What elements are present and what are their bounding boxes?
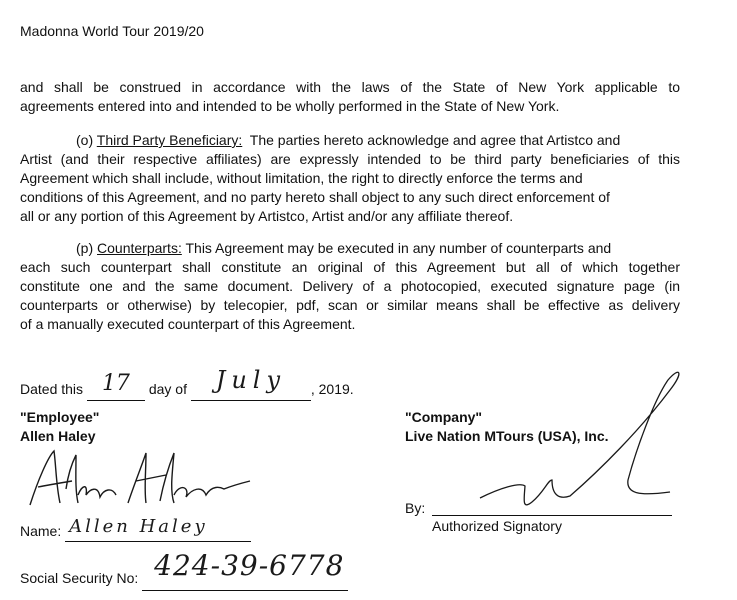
section-label: (o): [76, 132, 94, 148]
paragraph-text: This Agreement may be executed in any number of counterparts and: [185, 240, 612, 256]
day-field: [87, 371, 145, 401]
dated-line: [20, 366, 354, 401]
name-label: Name:: [20, 523, 62, 539]
paragraph-line: constitute one and the same document. Delivery of a photocopied, executed signature page (in: [20, 278, 680, 294]
paragraph-line: agreements entered into and intended to be wholly performed in the State of New York.: [20, 98, 560, 114]
third-party-beneficiary-paragraph: [20, 131, 680, 226]
counterparts-paragraph: [20, 239, 680, 334]
dated-middle: day of: [148, 381, 187, 397]
section-label: (p): [76, 240, 94, 256]
by-label: By:: [405, 500, 426, 516]
paragraph-line: of a manually executed counterpart of this Agreement.: [20, 316, 356, 332]
document-header: Madonna World Tour 2019/20: [20, 23, 204, 39]
paragraph-line: all or any portion of this Agreement by Artistco, Artist and/or any affiliate thereof.: [20, 208, 514, 224]
name-handwritten: Allen Haley: [69, 516, 208, 537]
paragraph-line: and shall be construed in accordance with the laws of the State of New York applicable to: [20, 79, 680, 95]
paragraph-line: Agreement which shall include, without limitation, the right to directly enforce the terms and: [20, 170, 583, 186]
authorized-signatory-label: Authorized Signatory: [432, 518, 562, 534]
section-heading: Counterparts:: [97, 240, 182, 256]
ssn-label: Social Security No:: [20, 570, 139, 586]
section-heading: Third Party Beneficiary:: [96, 132, 243, 148]
paragraph-first-line: [20, 131, 680, 150]
company-name: Live Nation MTours (USA), Inc.: [405, 428, 609, 444]
ssn-handwritten: 424-39-6778: [154, 549, 345, 582]
ssn-line: [20, 549, 348, 591]
day-handwritten: 17: [101, 371, 130, 396]
month-field: [191, 366, 311, 401]
employee-name: Allen Haley: [20, 428, 96, 444]
month-handwritten: July: [215, 366, 287, 394]
paragraph-first-line: [20, 239, 680, 258]
dated-prefix: Dated this: [20, 381, 84, 397]
paragraph-line: counterparts or otherwise) by telecopier, pdf, scan or similar means shall be effective as delivery: [20, 297, 680, 313]
employee-role: "Employee": [20, 409, 100, 425]
employee-signature: [20, 445, 260, 520]
signature-line: [432, 515, 672, 516]
company-role: "Company": [405, 409, 483, 425]
name-field: [65, 516, 251, 542]
paragraph-line: each such counterpart shall constitute an original of this Agreement but all of which together: [20, 259, 680, 275]
governing-law-paragraph: [20, 78, 680, 116]
paragraph-line: Artist (and their respective affiliates) are expressly intended to be third party beneficiaries of this: [20, 151, 680, 167]
paragraph-text: The parties hereto acknowledge and agree that Artistco and: [249, 132, 621, 148]
dated-suffix: , 2019.: [310, 381, 354, 397]
employee-name-line: [20, 516, 251, 542]
paragraph-line: conditions of this Agreement, and no party hereto shall object to any such direct enforcement of: [20, 189, 610, 205]
ssn-field: [142, 549, 348, 591]
company-signature: [440, 370, 690, 520]
